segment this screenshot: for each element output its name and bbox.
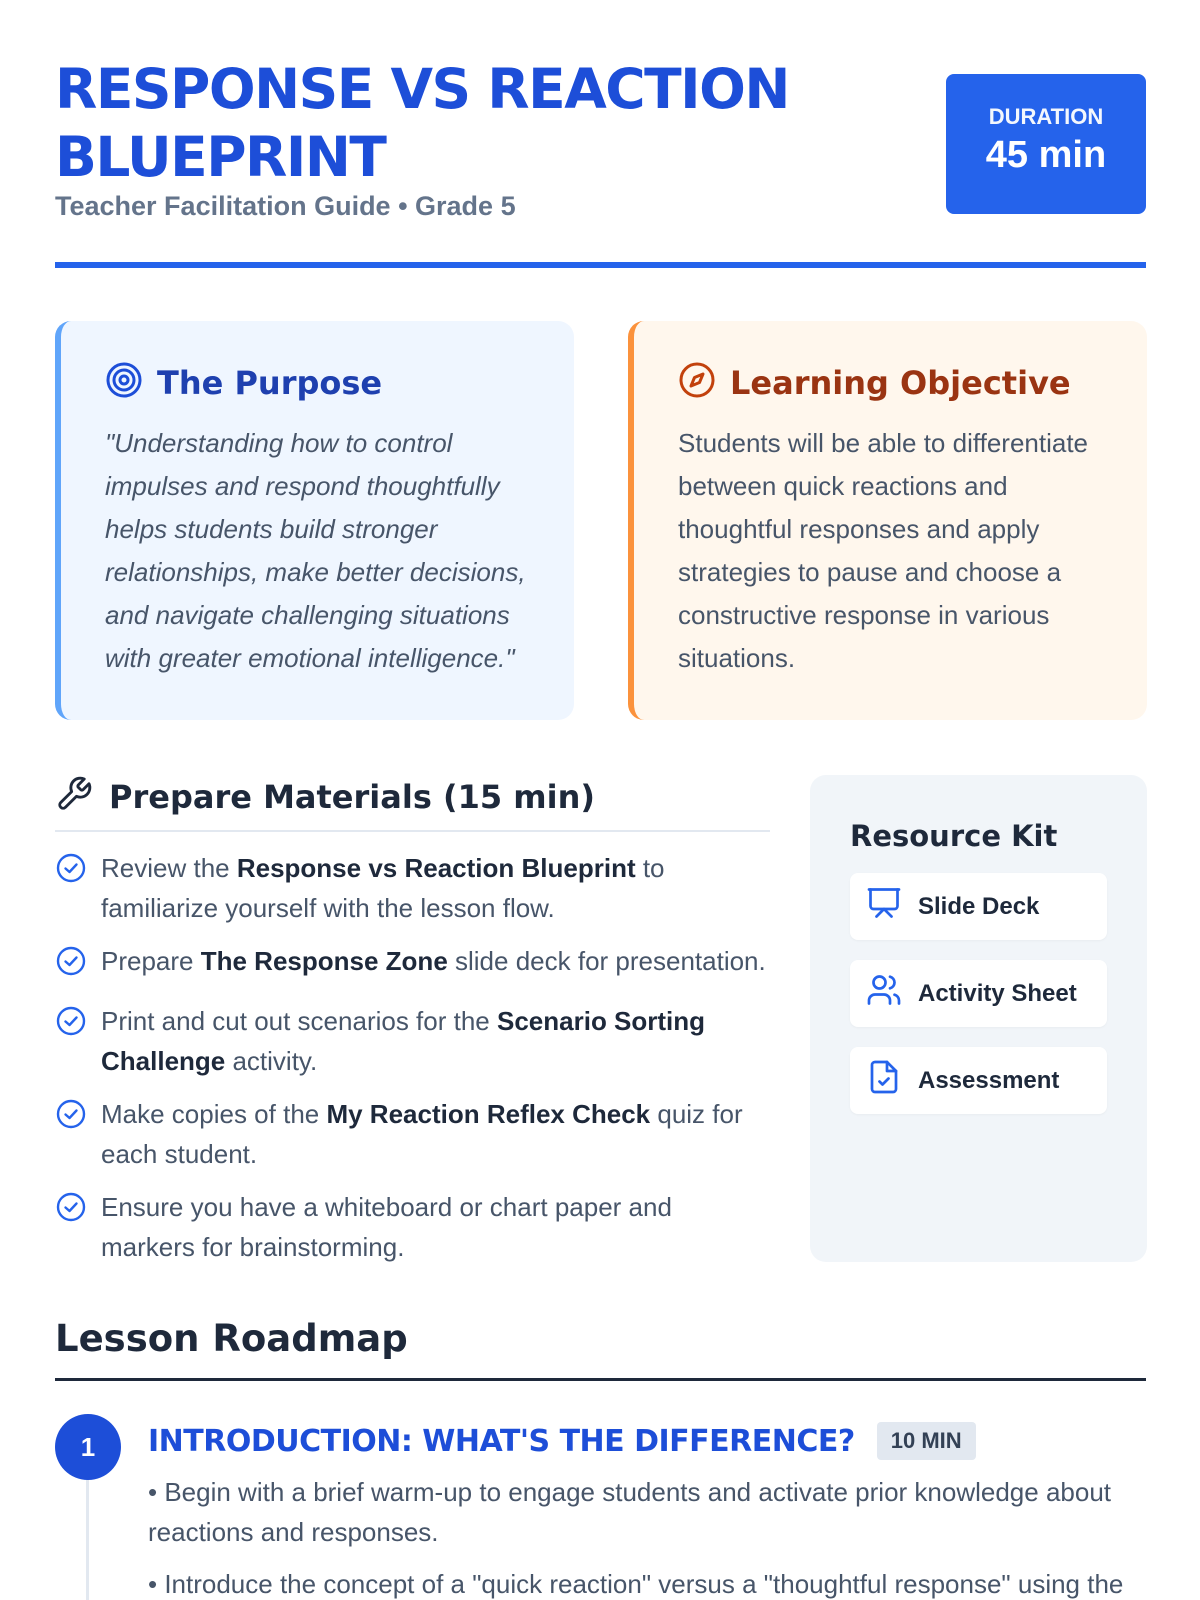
prepare-heading: Prepare Materials (15 min) xyxy=(109,777,596,816)
roadmap-heading: Lesson Roadmap xyxy=(55,1317,408,1360)
list-item: Prepare The Response Zone slide deck for presentation. xyxy=(55,941,770,988)
purpose-card xyxy=(55,321,574,720)
resource-kit-panel xyxy=(810,775,1147,1262)
resource-assessment-button[interactable] xyxy=(850,1047,1107,1114)
prepare-materials-section xyxy=(55,775,770,1280)
roadmap-step xyxy=(148,1422,1148,1600)
resource-kit-heading: Resource Kit xyxy=(850,819,1058,853)
purpose-heading: The Purpose xyxy=(157,363,383,402)
check-circle-icon xyxy=(55,1187,87,1267)
wrench-icon xyxy=(55,775,93,818)
resource-label: Assessment xyxy=(918,1066,1060,1094)
step-bullet: • Introduce the concept of a "quick reaction" versus a "thoughtful response" using the xyxy=(148,1569,1124,1599)
page-subtitle: Teacher Facilitation Guide • Grade 5 xyxy=(55,191,516,221)
list-item: Review the Response vs Reaction Blueprint to familiarize yourself with the lesson flow. xyxy=(55,848,770,928)
page-header xyxy=(55,55,1146,222)
resource-slide-deck-button[interactable] xyxy=(850,873,1107,940)
compass-icon xyxy=(678,361,716,404)
users-icon xyxy=(866,972,902,1015)
step-title: INTRODUCTION: WHAT'S THE DIFFERENCE? xyxy=(148,1423,855,1459)
check-circle-icon xyxy=(55,941,87,988)
presentation-icon xyxy=(866,885,902,928)
list-item: Print and cut out scenarios for the Scenario Sorting Challenge activity. xyxy=(55,1001,770,1081)
roadmap-divider xyxy=(55,1378,1146,1381)
resource-label: Slide Deck xyxy=(918,892,1040,920)
check-circle-icon xyxy=(55,1001,87,1081)
objective-card xyxy=(628,321,1147,720)
prepare-checklist xyxy=(55,848,770,1267)
file-check-icon xyxy=(866,1059,902,1102)
target-icon xyxy=(105,361,143,404)
check-circle-icon xyxy=(55,848,87,928)
duration-label: DURATION xyxy=(988,104,1104,129)
check-circle-icon xyxy=(55,1094,87,1174)
step-bullet: • Begin with a brief warm-up to engage students and activate prior knowledge about reactions and responses. xyxy=(148,1477,1112,1547)
duration-value: 45 min xyxy=(985,134,1107,176)
duration-badge xyxy=(946,74,1146,214)
header-divider xyxy=(55,262,1146,268)
list-item: Make copies of the My Reaction Reflex Check quiz for each student. xyxy=(55,1094,770,1174)
resource-activity-sheet-button[interactable] xyxy=(850,960,1107,1027)
resource-label: Activity Sheet xyxy=(918,979,1077,1007)
step-duration-badge: 10 MIN xyxy=(877,1422,976,1460)
page-title: RESPONSE VS REACTION BLUEPRINT xyxy=(55,57,789,189)
list-item: Ensure you have a whiteboard or chart paper and markers for brainstorming. xyxy=(55,1187,770,1267)
objective-text: Students will be able to differentiate between quick reactions and thoughtful responses and apply strategies to pause and choose a constructive response in various situations. xyxy=(678,428,1089,673)
purpose-text: "Understanding how to control impulses and respond thoughtfully helps students build stronger relationships, make better decisions, and navigate challenging situations with greater emotional intelligence." xyxy=(105,428,526,673)
step-number-badge: 1 xyxy=(55,1414,121,1480)
objective-heading: Learning Objective xyxy=(730,363,1071,402)
